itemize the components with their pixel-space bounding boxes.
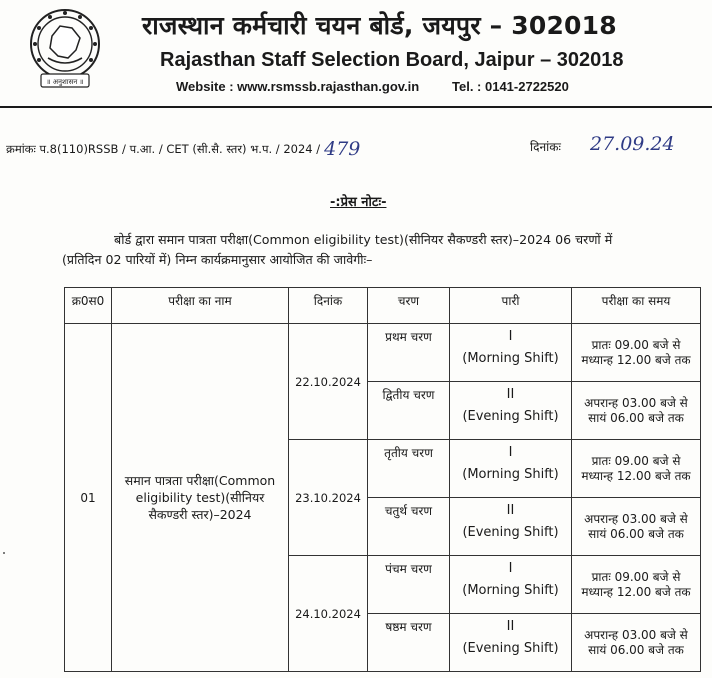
rssb-emblem-logo xyxy=(28,6,102,92)
header-shift: पारी xyxy=(450,288,572,324)
stage-cell: पंचम चरण xyxy=(368,556,450,614)
shift-cell xyxy=(450,498,572,556)
shift-number: II xyxy=(506,387,515,402)
shift-cell xyxy=(450,440,572,498)
stage-cell: षष्ठम चरण xyxy=(368,614,450,672)
stage-cell: प्रथम चरण xyxy=(368,324,450,382)
stage-cell: चतुर्थ चरण xyxy=(368,498,450,556)
shift-name: (Evening Shift) xyxy=(462,525,559,540)
reference-label: क्रमांकः प.8(110)RSSB / प.आ. / CET (सी.सै. स्तर) भ.प. / 2024 / xyxy=(6,142,321,156)
time-cell: प्रातः 09.00 बजे से मध्यान्ह 12.00 बजे तक xyxy=(572,324,701,382)
shift-name: (Morning Shift) xyxy=(462,467,559,482)
shift-number: II xyxy=(506,503,515,518)
exam-schedule-table xyxy=(64,287,701,672)
shift-name: (Evening Shift) xyxy=(462,409,559,424)
header-exam-name: परीक्षा का नाम xyxy=(112,288,289,324)
date-cell: 24.10.2024 xyxy=(289,556,368,672)
time-cell: अपरान्ह 03.00 बजे से सायं 06.00 बजे तक xyxy=(572,614,701,672)
press-note-heading: -:प्रेस नोटः- xyxy=(330,195,387,210)
shift-name: (Morning Shift) xyxy=(462,583,559,598)
time-cell: प्रातः 09.00 बजे से मध्यान्ह 12.00 बजे तक xyxy=(572,556,701,614)
shift-cell xyxy=(450,614,572,672)
reference-number: 479 xyxy=(324,138,361,160)
reference-line xyxy=(6,136,360,158)
header-divider xyxy=(0,106,712,108)
intro-paragraph xyxy=(62,230,702,270)
date-value: 27.09.24 xyxy=(590,133,675,155)
shift-name: (Evening Shift) xyxy=(462,641,559,656)
intro-line-2: (प्रतिदिन 02 पारियों में) निम्न कार्यक्रमानुसार आयोजित की जावेगीः– xyxy=(62,252,373,267)
table-row xyxy=(65,324,701,382)
exam-name-cell: समान पात्रता परीक्षा(Common eligibility test)(सीनियर सैकण्डरी स्तर)–2024 xyxy=(112,324,289,672)
shift-number: I xyxy=(508,445,513,460)
logo-motto: ॥ अनुशासन ॥ xyxy=(46,78,84,86)
shift-number: II xyxy=(506,619,515,634)
date-cell: 22.10.2024 xyxy=(289,324,368,440)
shift-number: I xyxy=(508,329,513,344)
shift-cell xyxy=(450,324,572,382)
shift-cell xyxy=(450,382,572,440)
table-header-row xyxy=(65,288,701,324)
header-serial: क्र0स0 xyxy=(65,288,112,324)
stage-cell: तृतीय चरण xyxy=(368,440,450,498)
board-title-english: Rajasthan Staff Selection Board, Jaipur – 302018 xyxy=(160,49,624,71)
time-cell: अपरान्ह 03.00 बजे से सायं 06.00 बजे तक xyxy=(572,498,701,556)
date-label: दिनांकः xyxy=(530,140,561,154)
telephone-text: Tel. : 0141-2722520 xyxy=(452,79,569,94)
header-date: दिनांक xyxy=(289,288,368,324)
stage-cell: द्वितीय चरण xyxy=(368,382,450,440)
time-cell: अपरान्ह 03.00 बजे से सायं 06.00 बजे तक xyxy=(572,382,701,440)
header-stage: चरण xyxy=(368,288,450,324)
shift-name: (Morning Shift) xyxy=(462,351,559,366)
board-title-hindi: राजस्थान कर्मचारी चयन बोर्ड, जयपुर – 302018 xyxy=(142,11,617,40)
date-cell: 23.10.2024 xyxy=(289,440,368,556)
scan-speck xyxy=(3,552,5,554)
serial-cell: 01 xyxy=(65,324,112,672)
shift-cell xyxy=(450,556,572,614)
shift-number: I xyxy=(508,561,513,576)
time-cell: प्रातः 09.00 बजे से मध्यान्ह 12.00 बजे तक xyxy=(572,440,701,498)
header-exam-time: परीक्षा का समय xyxy=(572,288,701,324)
website-text: Website : www.rsmssb.rajasthan.gov.in xyxy=(176,79,420,94)
intro-line-1: बोर्ड द्वारा समान पात्रता परीक्षा(Common eligibility test)(सीनियर सैकण्डरी स्तर)–2024 06 चरणों में xyxy=(114,232,613,247)
